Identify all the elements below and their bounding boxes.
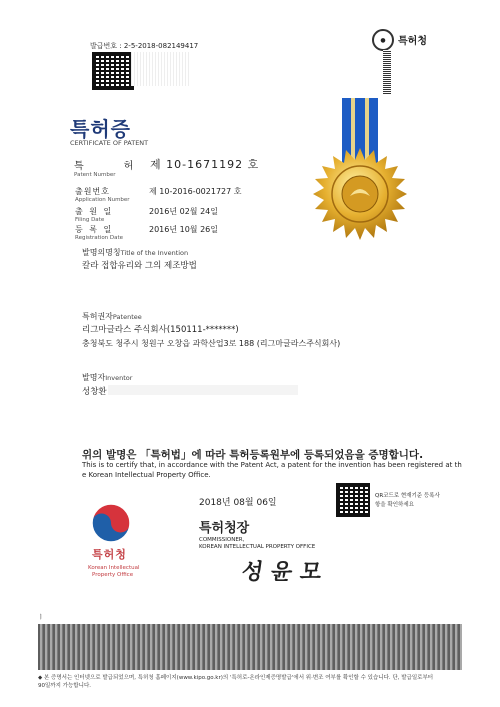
top-barcode — [92, 52, 134, 90]
invention-label-row — [82, 247, 188, 258]
patentee-name: 리그마글라스 주식회사(150111-*******) — [82, 325, 239, 335]
inventor-name: 성창환 — [82, 387, 107, 397]
logo-name-ko: 특허청 — [92, 548, 127, 561]
field-registration — [75, 224, 295, 241]
patentee-address: 충청북도 청주시 청원구 오창읍 과학산업3로 188 (리그마글라스주식회사) — [82, 339, 341, 348]
security-pattern-bar — [38, 624, 462, 670]
certificate-title: 특허증 — [70, 117, 131, 141]
invention-title: 칼라 접합유리와 그의 제조방법 — [82, 261, 197, 271]
issue-number: 발급번호 : 2-5-2018-082149417 — [90, 42, 199, 50]
inventor-redaction — [108, 385, 298, 395]
field-filing-sublabel: Filing Date — [75, 217, 105, 223]
patent-number-label-en: Patent Number — [74, 172, 116, 178]
field-application-value: 제 10-2016-0021727 호 — [149, 187, 242, 196]
patent-number: 제 10-1671192 호 — [150, 158, 260, 171]
patentee-label-en: Patentee — [112, 313, 142, 321]
vertical-url-strip — [383, 50, 391, 94]
logo-name-en-2: Property Office — [92, 572, 134, 578]
gold-seal-icon — [312, 146, 408, 242]
barcode-fill — [131, 52, 191, 86]
field-filing-label: 출 원 일 — [75, 207, 114, 216]
field-filing — [75, 206, 295, 223]
inventor-label-row — [82, 372, 132, 383]
field-filing-value: 2016년 02월 24일 — [149, 207, 218, 216]
kipo-stamp-icon: ● — [372, 29, 394, 51]
patent-number-label: 특 허 — [74, 161, 137, 172]
statement-ko: 위의 발명은 「특허법」에 따라 특허등록원부에 등록되었음을 증명합니다. — [82, 449, 424, 461]
qr-note: QR코드로 현재기준 등록사항을 확인하세요 — [375, 493, 440, 508]
logo-name-en-1: Korean Intellectual — [88, 565, 140, 571]
kipo-stamp-text: 특허청 — [398, 36, 427, 47]
field-registration-sublabel: Registration Date — [75, 235, 124, 241]
commissioner-title-en-2: KOREAN INTELLECTUAL PROPERTY OFFICE — [199, 544, 316, 550]
issue-date: 2018년 08월 06일 — [199, 498, 277, 508]
statement-en-1: This is to certify that, in accordance with the Patent Act, a patent for the invention has been registered at th — [82, 461, 462, 469]
patentee-label: 특허권자 — [82, 312, 113, 321]
footer-marker: ㅣ — [38, 614, 44, 621]
commissioner-title: 특허청장 — [199, 521, 250, 536]
kipo-stamp — [372, 26, 458, 50]
commissioner-title-en-1: COMMISSIONER, — [199, 537, 245, 543]
invention-label-en: Title of the Invention — [120, 249, 189, 257]
footer-note-1: ◆ 본 증명서는 인터넷으로 발급되었으며, 특허청 홈페이지(www.kipo.go.kr)의 '특허로-온라인제증명발급'에서 위·변조 여부를 확인할 수 있습니다. 단, 발급일로부터 — [38, 675, 434, 681]
footer-note-2: 90일까지 가능합니다. — [38, 683, 91, 689]
commissioner-signature: 성윤모 — [239, 559, 332, 585]
invention-label: 발명의명칭 — [82, 248, 121, 257]
field-registration-value: 2016년 10월 26일 — [149, 225, 218, 234]
inventor-label: 발명자 — [82, 373, 106, 382]
footer-note — [38, 674, 462, 690]
inventor-label-en: Inventor — [105, 374, 133, 382]
field-application — [75, 186, 295, 203]
kipo-logo-icon — [90, 502, 132, 544]
patentee-label-row — [82, 311, 142, 322]
statement-en-2: e Korean Intellectual Property Office. — [82, 471, 211, 479]
field-application-label: 출원번호 — [75, 187, 110, 196]
field-application-sublabel: Application Number — [75, 197, 130, 203]
certificate-title-en: CERTIFICATE OF PATENT — [70, 139, 149, 147]
field-registration-label: 등 록 일 — [75, 225, 114, 234]
verification-qr-code — [336, 483, 370, 517]
